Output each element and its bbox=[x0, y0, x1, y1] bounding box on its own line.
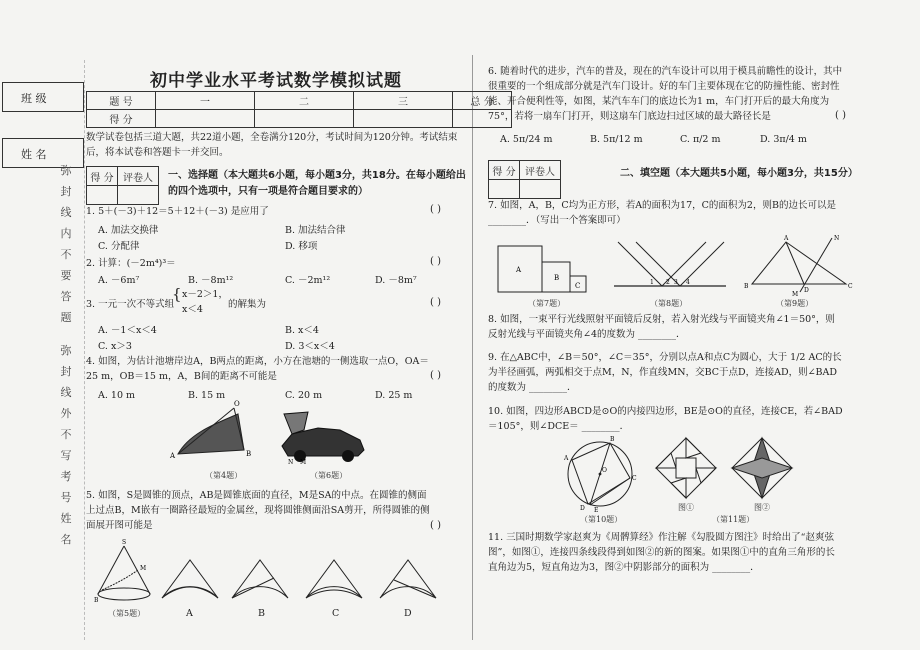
q2-option-b[interactable]: B. －8m¹² bbox=[188, 275, 234, 286]
label-b: B bbox=[94, 597, 99, 604]
q7-caption: （第7题） bbox=[528, 299, 566, 308]
q3-stem: 3. 一元一次不等式组 bbox=[86, 299, 175, 310]
sector-b[interactable] bbox=[232, 560, 288, 598]
class-box[interactable] bbox=[2, 82, 84, 112]
q5-option-a[interactable]: A bbox=[186, 608, 193, 619]
q11-figure-2 bbox=[730, 436, 794, 500]
section2-heading: 二、填空题（本大题共5小题，每小题3分，共15分） bbox=[620, 168, 858, 179]
center-dot bbox=[599, 473, 602, 476]
q3-brace: { bbox=[172, 285, 182, 303]
q4-option-a[interactable]: A. 10 m bbox=[98, 390, 136, 401]
q9-caption: （第9题） bbox=[776, 299, 814, 308]
label-b: B bbox=[246, 450, 252, 458]
instructions: 数学试卷包括三道大题，共22道小题，全卷满分120分，考试时间为120分钟。考试结束后，将本试卷和答题卡一并交回。 bbox=[86, 132, 458, 158]
q6-option-c[interactable]: C. π/2 m bbox=[680, 134, 721, 145]
q4-paren[interactable]: ( ) bbox=[430, 370, 441, 381]
q7-stem: 7. 如图，A，B，C均为正方形，若A的面积为17，C的面积为2，则B的边长可以是 ________．（写出一个答案即可） bbox=[488, 200, 836, 226]
section1-heading: 一、选择题（本大题共6小题，每小题3分，共18分。在每小题给出的四个选项中，只有一项是符合题目要求的） bbox=[168, 170, 466, 197]
q1-option-d[interactable]: D. 移项 bbox=[285, 241, 318, 252]
q3-sys1: x－2＞1， bbox=[182, 289, 228, 300]
label-c: C bbox=[575, 282, 581, 290]
q5-paren[interactable]: ( ) bbox=[430, 520, 441, 531]
page-divider bbox=[472, 55, 473, 640]
label-o: O bbox=[234, 400, 240, 408]
label-d: D bbox=[804, 287, 809, 294]
q4-stem: 4. 如图，为估计池塘岸边A，B两点的距离，小方在池塘的一侧选取一点O，OA＝25 m，OB＝15 m，A，B间的距离不可能是 bbox=[86, 356, 429, 382]
label-b: B bbox=[744, 283, 749, 290]
grader-table-2 bbox=[488, 160, 561, 199]
car-wheel bbox=[342, 450, 354, 462]
label-s: S bbox=[122, 539, 127, 546]
grader-table-1 bbox=[86, 166, 159, 205]
q7-figure bbox=[496, 240, 606, 296]
q1-option-a[interactable]: A. 加法交换律 bbox=[98, 225, 159, 236]
score-input[interactable] bbox=[354, 110, 453, 128]
grader-score: 得 分 bbox=[489, 161, 520, 180]
score-cell: 总 分 bbox=[453, 92, 512, 110]
sector-b-wire bbox=[232, 578, 274, 598]
name-label: 姓 名 bbox=[21, 148, 47, 161]
ray bbox=[618, 242, 662, 286]
q5-option-c[interactable]: C bbox=[332, 608, 340, 619]
q8-caption: （第8题） bbox=[650, 299, 688, 308]
q6-option-d[interactable]: D. 3π/4 m bbox=[760, 134, 807, 145]
seal-text: 弥封线内不要答题 bbox=[60, 164, 72, 324]
fig1-label: 图① bbox=[678, 503, 694, 512]
q5-options-figures bbox=[158, 556, 458, 604]
q6-option-a[interactable]: A. 5π/24 m bbox=[500, 134, 553, 145]
grader-score: 得 分 bbox=[87, 167, 118, 186]
fig2-label: 图② bbox=[754, 503, 770, 512]
label-n: N bbox=[834, 235, 840, 242]
sector-a-wire bbox=[162, 587, 218, 598]
label-e: E bbox=[594, 507, 599, 514]
sector-d[interactable] bbox=[380, 560, 436, 598]
q11-stem: 11. 三国时期数学家赵爽为《周髀算经》作注解《勾股圆方图注》时给出了“赵爽弦图”，如图①，连接四条线段得到如图②的新的图案。如果图①中的直角三角形的长直角边为5，短直角边为3，图②中阴影部分的面积为 ________． bbox=[488, 532, 835, 573]
angle-2: 2 bbox=[666, 279, 670, 286]
q4-option-c[interactable]: C. 20 m bbox=[285, 390, 323, 401]
q5-caption: （第5题） bbox=[108, 609, 146, 618]
line-ce bbox=[590, 478, 630, 505]
label-m: M bbox=[792, 291, 799, 298]
binding-line bbox=[84, 60, 85, 640]
q10-stem: 10. 如图，四边形ABCD是⊙O的内接四边形，BE是⊙O的直径，连接CE，若∠BAD＝105°，则∠DCE＝ ________． bbox=[488, 406, 843, 432]
q4-figure bbox=[170, 402, 260, 464]
q2-paren[interactable]: ( ) bbox=[430, 256, 441, 267]
q4-option-d[interactable]: D. 25 m bbox=[375, 390, 413, 401]
q6-stem: 6. 随着时代的进步，汽车的普及，现在的汽车设计可以用于模具前瞻性的设计，其中很重要的一个组成部分就是汽车门设计。好的车门主要体现在它的防撞性能、密封性能、开合便利性等，如图，某汽车车门的底边长为1 m，车门打开后的最大角度为75°，若将一扇车门打开，则这扇车门底边扫过区域的最大路径长是 bbox=[488, 66, 843, 122]
q1-option-b[interactable]: B. 加法结合律 bbox=[285, 225, 346, 236]
q6-car-figure bbox=[278, 410, 368, 465]
label-n: N bbox=[288, 459, 294, 466]
cone-edge bbox=[98, 546, 124, 594]
q10-caption: （第10题） bbox=[580, 515, 623, 524]
q3-stem2: 的解集为 bbox=[228, 299, 267, 310]
label-b: B bbox=[610, 436, 615, 443]
q3-sys2: x＜4 bbox=[182, 304, 203, 315]
q1-paren[interactable]: ( ) bbox=[430, 204, 441, 215]
q5-option-b[interactable]: B bbox=[258, 608, 265, 619]
q2-stem: 2. 计算：(－2m⁴)³＝ bbox=[86, 258, 176, 269]
q5-stem: 5. 如图，S是圆锥的顶点，AB是圆锥底面的直径，M是SA的中点。在圆锥的侧面上过点B，M嵌有一圈路径最短的金属丝，现将圆锥侧面沿SA剪开，所得圆锥的侧面展开图可能是 bbox=[86, 490, 430, 531]
score-cell: 得 分 bbox=[87, 110, 156, 128]
score-cell: 题 号 bbox=[87, 92, 156, 110]
score-cell: 二 bbox=[255, 92, 354, 110]
score-cell: 三 bbox=[354, 92, 453, 110]
label-a: A bbox=[170, 452, 176, 460]
label-a: A bbox=[564, 455, 569, 462]
q2-option-c[interactable]: C. －2m¹² bbox=[285, 275, 331, 286]
wire-path bbox=[102, 570, 138, 590]
q3-option-d[interactable]: D. 3＜x＜4 bbox=[285, 341, 335, 352]
triangle-abc bbox=[752, 242, 846, 284]
q6-option-b[interactable]: B. 5π/12 m bbox=[590, 134, 643, 145]
label-m: M bbox=[300, 459, 307, 466]
angle-1: 1 bbox=[650, 279, 654, 286]
label-m: M bbox=[140, 565, 147, 572]
q11-figure-1 bbox=[654, 436, 718, 500]
q1-stem: 1. 5＋(－3)＋12＝5＋12＋(－3) 是应用了 bbox=[86, 206, 269, 217]
q3-option-a[interactable]: A. －1＜x＜4 bbox=[98, 325, 157, 336]
q3-option-c[interactable]: C. x＞3 bbox=[98, 341, 132, 352]
class-label: 班 级 bbox=[21, 92, 47, 105]
q2-option-a[interactable]: A. －6m⁷ bbox=[98, 275, 140, 286]
q3-option-b[interactable]: B. x＜4 bbox=[285, 325, 319, 336]
grader-input[interactable] bbox=[489, 180, 520, 199]
q6-paren[interactable]: ( ) bbox=[835, 110, 846, 121]
seal-text-2: 弥封线外不写考号姓名 bbox=[60, 344, 72, 546]
angle-4: 4 bbox=[686, 279, 690, 286]
angle-3: 3 bbox=[674, 279, 678, 286]
grader-input[interactable] bbox=[118, 186, 159, 205]
q2-option-d[interactable]: D. －8m⁷ bbox=[375, 275, 417, 286]
q3-paren[interactable]: ( ) bbox=[430, 297, 441, 308]
grader-input[interactable] bbox=[520, 180, 561, 199]
label-c: C bbox=[848, 283, 853, 290]
label-o: O bbox=[602, 467, 607, 474]
score-input[interactable] bbox=[255, 110, 354, 128]
q9-stem: 9. 在△ABC中，∠B＝50°，∠C＝35°，分别以点A和点C为圆心，大于 1/2 AC的长为半径画弧，两弧相交于点M，N，作直线MN，交BC于点D，连接AD，则∠BAD的度数为 ________． bbox=[488, 352, 842, 393]
q10-figure bbox=[560, 436, 642, 512]
q6-caption: （第6题） bbox=[310, 471, 348, 480]
label-a: A bbox=[784, 235, 789, 242]
grader-marker: 评卷人 bbox=[118, 167, 159, 186]
q4-caption: （第4题） bbox=[205, 471, 243, 480]
inner-triangles bbox=[656, 438, 716, 498]
inner-square bbox=[676, 458, 696, 478]
exam-title: 初中学业水平考试数学模拟试题 bbox=[150, 71, 402, 91]
q9-figure bbox=[742, 236, 852, 296]
shaded-area bbox=[732, 458, 792, 478]
label-b: B bbox=[554, 274, 560, 282]
label-c: C bbox=[632, 475, 637, 482]
q4-option-b[interactable]: B. 15 m bbox=[188, 390, 226, 401]
cone-base bbox=[98, 588, 150, 600]
sector-c[interactable] bbox=[306, 560, 362, 598]
q5-cone-figure bbox=[94, 540, 156, 606]
q11-caption: （第11题） bbox=[712, 515, 755, 524]
grader-marker: 评卷人 bbox=[520, 161, 561, 180]
label-d: D bbox=[580, 505, 585, 512]
label-a: A bbox=[516, 266, 522, 274]
score-table bbox=[86, 91, 512, 128]
score-input[interactable] bbox=[156, 110, 255, 128]
score-cell: 一 bbox=[156, 92, 255, 110]
q8-figure bbox=[612, 236, 728, 296]
grader-input[interactable] bbox=[87, 186, 118, 205]
pond-shape bbox=[178, 414, 244, 454]
q1-option-c[interactable]: C. 分配律 bbox=[98, 241, 140, 252]
q8-stem: 8. 如图，一束平行光线照射平面镜后反射，若入射光线与平面镜夹角∠1＝50°，则反射光线与平面镜夹角∠4的度数为 ________． bbox=[488, 314, 835, 340]
q5-option-d[interactable]: D bbox=[404, 608, 412, 619]
